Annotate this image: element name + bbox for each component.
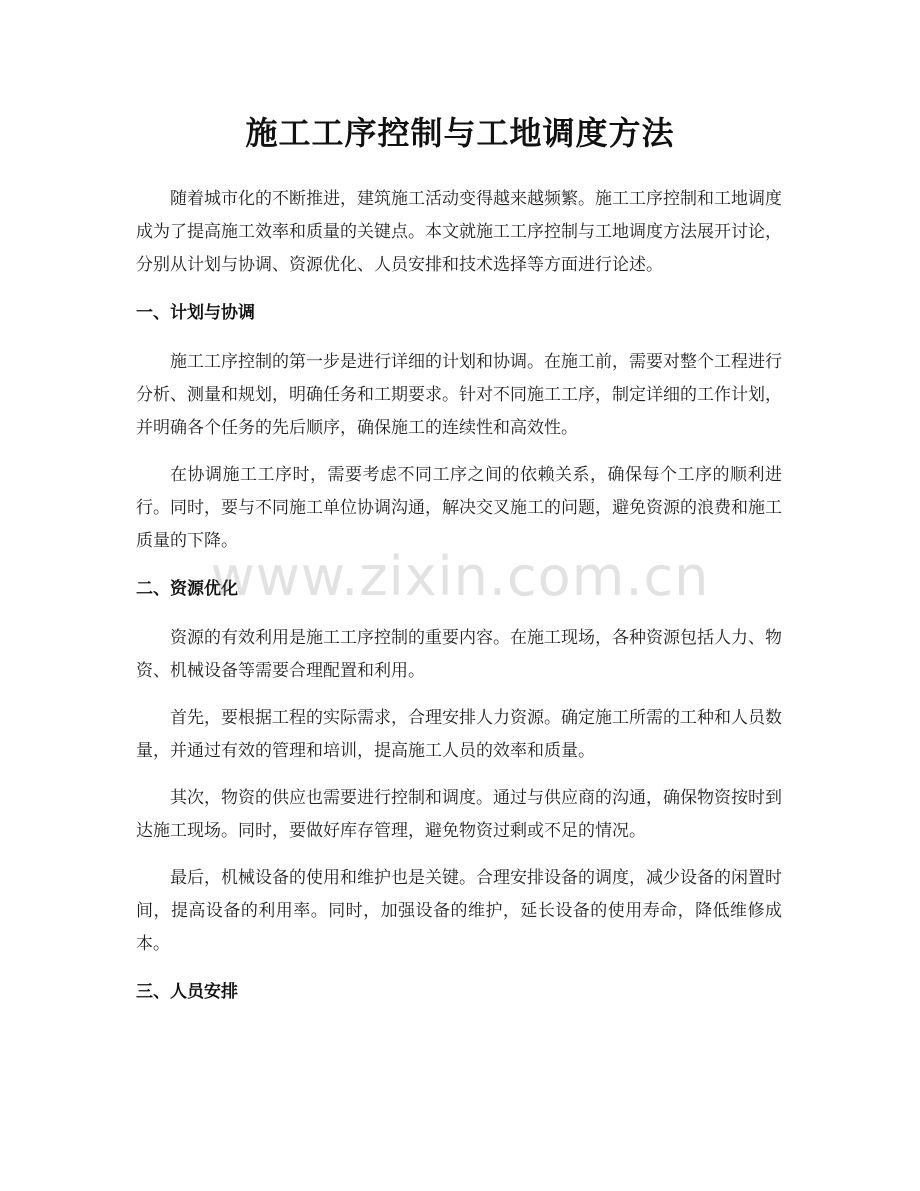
intro-paragraph: 随着城市化的不断推进，建筑施工活动变得越来越频繁。施工工序控制和工地调度成为了提高施工效率和质量的关键点。本文就施工工序控制与工地调度方法展开讨论，分别从计划与协调、资源优化、人员安排和技术选择等方面进行论述。 <box>136 189 782 275</box>
resources-paragraph-2: 首先，要根据工程的实际需求，合理安排人力资源。确定施工所需的工种和人员数量，并通过有效的管理和培训，提高施工人员的效率和质量。 <box>136 708 782 761</box>
resources-paragraph-3: 其次，物资的供应也需要进行控制和调度。通过与供应商的沟通，确保物资按时到达施工现场。同时，要做好库存管理，避免物资过剩或不足的情况。 <box>136 788 782 841</box>
planning-paragraph-2: 在协调施工工序时，需要考虑不同工序之间的依赖关系，确保每个工序的顺利进行。同时，要与不同施工单位协调沟通，解决交叉施工的问题，避免资源的浪费和施工质量的下降。 <box>136 465 782 551</box>
section-heading-personnel: 三、人员安排 <box>136 982 238 1002</box>
section-heading-planning: 一、计划与协调 <box>136 303 255 323</box>
watermark: www.zixin.com.cn <box>210 545 710 608</box>
section-heading-resources: 二、资源优化 <box>136 579 238 599</box>
document-title: 施工工序控制与工地调度方法 <box>245 114 675 152</box>
resources-paragraph-4: 最后，机械设备的使用和维护也是关键。合理安排设备的调度，减少设备的闲置时间，提高设备的利用率。同时，加强设备的维护，延长设备的使用寿命，降低维修成本。 <box>136 868 782 954</box>
resources-paragraph-1: 资源的有效利用是施工工序控制的重要内容。在施工现场，各种资源包括人力、物资、机械设备等需要合理配置和利用。 <box>136 628 782 681</box>
planning-paragraph-1: 施工工序控制的第一步是进行详细的计划和协调。在施工前，需要对整个工程进行分析、测量和规划，明确任务和工期要求。针对不同施工工序，制定详细的工作计划，并明确各个任务的先后顺序，确保施工的连续性和高效性。 <box>136 352 782 438</box>
document-body <box>136 183 782 1025</box>
